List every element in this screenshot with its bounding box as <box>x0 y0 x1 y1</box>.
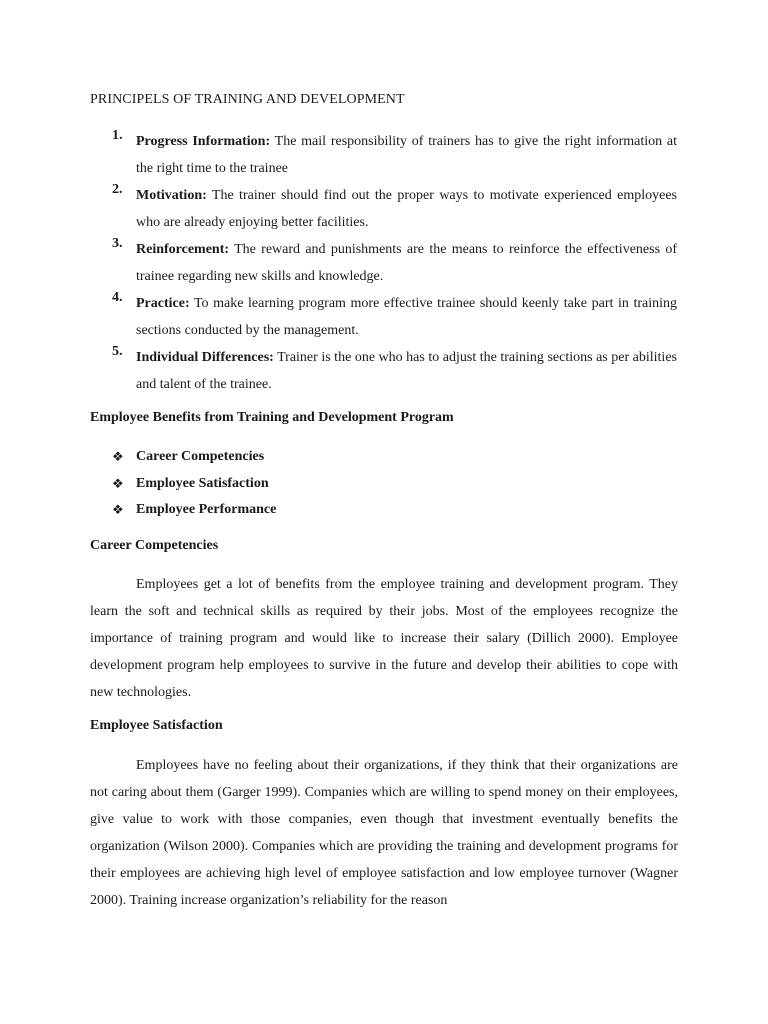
principle-item <box>0 290 768 344</box>
benefit-label: Employee Performance <box>136 502 277 517</box>
employee-satisfaction-paragraph: Employees have no feeling about their organizations, if they think that their organizations are not caring about them (Garger 1999). Companies which are willing to spend money on their employees, give value to work with those companies, even though that investment eventually benefits the organization (Wilson 2000). Companies which are providing the training and development programs for their employees are achieving high level of employee satisfaction and low employee turnover (Wagner 2000). Training increase organization’s reliability for the reason <box>90 758 678 908</box>
benefits-list <box>0 446 768 526</box>
diamond-bullet-icon: ❖ <box>112 449 124 464</box>
principle-description: The reward and punishments are the means to reinforce the effectiveness of trainee regarding new skills and knowledge. <box>136 242 677 284</box>
principle-term: Practice: <box>136 296 190 311</box>
document-title: PRINCIPELS OF TRAINING AND DEVELOPMENT <box>90 92 405 107</box>
benefit-item <box>0 473 768 500</box>
principle-term: Reinforcement: <box>136 242 230 257</box>
benefit-label: Career Competencies <box>136 449 265 464</box>
principle-number: 4. <box>112 290 123 305</box>
principle-text-block <box>136 344 677 398</box>
principle-number: 3. <box>112 236 123 251</box>
benefits-heading: Employee Benefits from Training and Development Program <box>90 410 454 425</box>
principle-text-block <box>136 128 677 182</box>
principle-item <box>0 344 768 398</box>
principle-item <box>0 182 768 236</box>
diamond-bullet-icon: ❖ <box>112 502 124 517</box>
principle-item <box>0 128 768 182</box>
principle-term: Motivation: <box>136 188 207 203</box>
diamond-bullet-icon: ❖ <box>112 475 124 491</box>
principle-text-block <box>136 290 677 344</box>
principle-description: The mail responsibility of trainers has to give the right information at the right time to the trainee <box>136 134 677 176</box>
principle-term: Individual Differences: <box>136 350 274 365</box>
employee-satisfaction-heading: Employee Satisfaction <box>90 718 223 733</box>
principle-number: 5. <box>112 344 123 359</box>
benefit-item <box>0 446 768 473</box>
career-competencies-heading: Career Competencies <box>90 538 219 553</box>
principle-description: Trainer is the one who has to adjust the training sections as per abilities and talent of the trainee. <box>136 350 677 392</box>
benefit-item <box>0 499 768 526</box>
principle-description: The trainer should find out the proper ways to motivate experienced employees who are already enjoying better facilities. <box>136 188 677 230</box>
principle-description: To make learning program more effective trainee should keenly take part in training sections conducted by the management. <box>136 296 677 338</box>
principle-number: 1. <box>112 128 123 143</box>
principle-number: 2. <box>112 182 123 197</box>
career-competencies-paragraph: Employees get a lot of benefits from the employee training and development program. They learn the soft and technical skills as required by their jobs. Most of the employees recognize the importance of training program and would like to increase their salary (Dillich 2000). Employee development program help employees to survive in the future and develop their abilities to cope with new technologies. <box>90 577 678 700</box>
principle-term: Progress Information: <box>136 134 271 149</box>
principle-text-block <box>136 182 677 236</box>
principle-item <box>0 236 768 290</box>
benefit-label: Employee Satisfaction <box>136 475 269 491</box>
principle-text-block <box>136 236 677 290</box>
principles-list <box>0 128 768 398</box>
